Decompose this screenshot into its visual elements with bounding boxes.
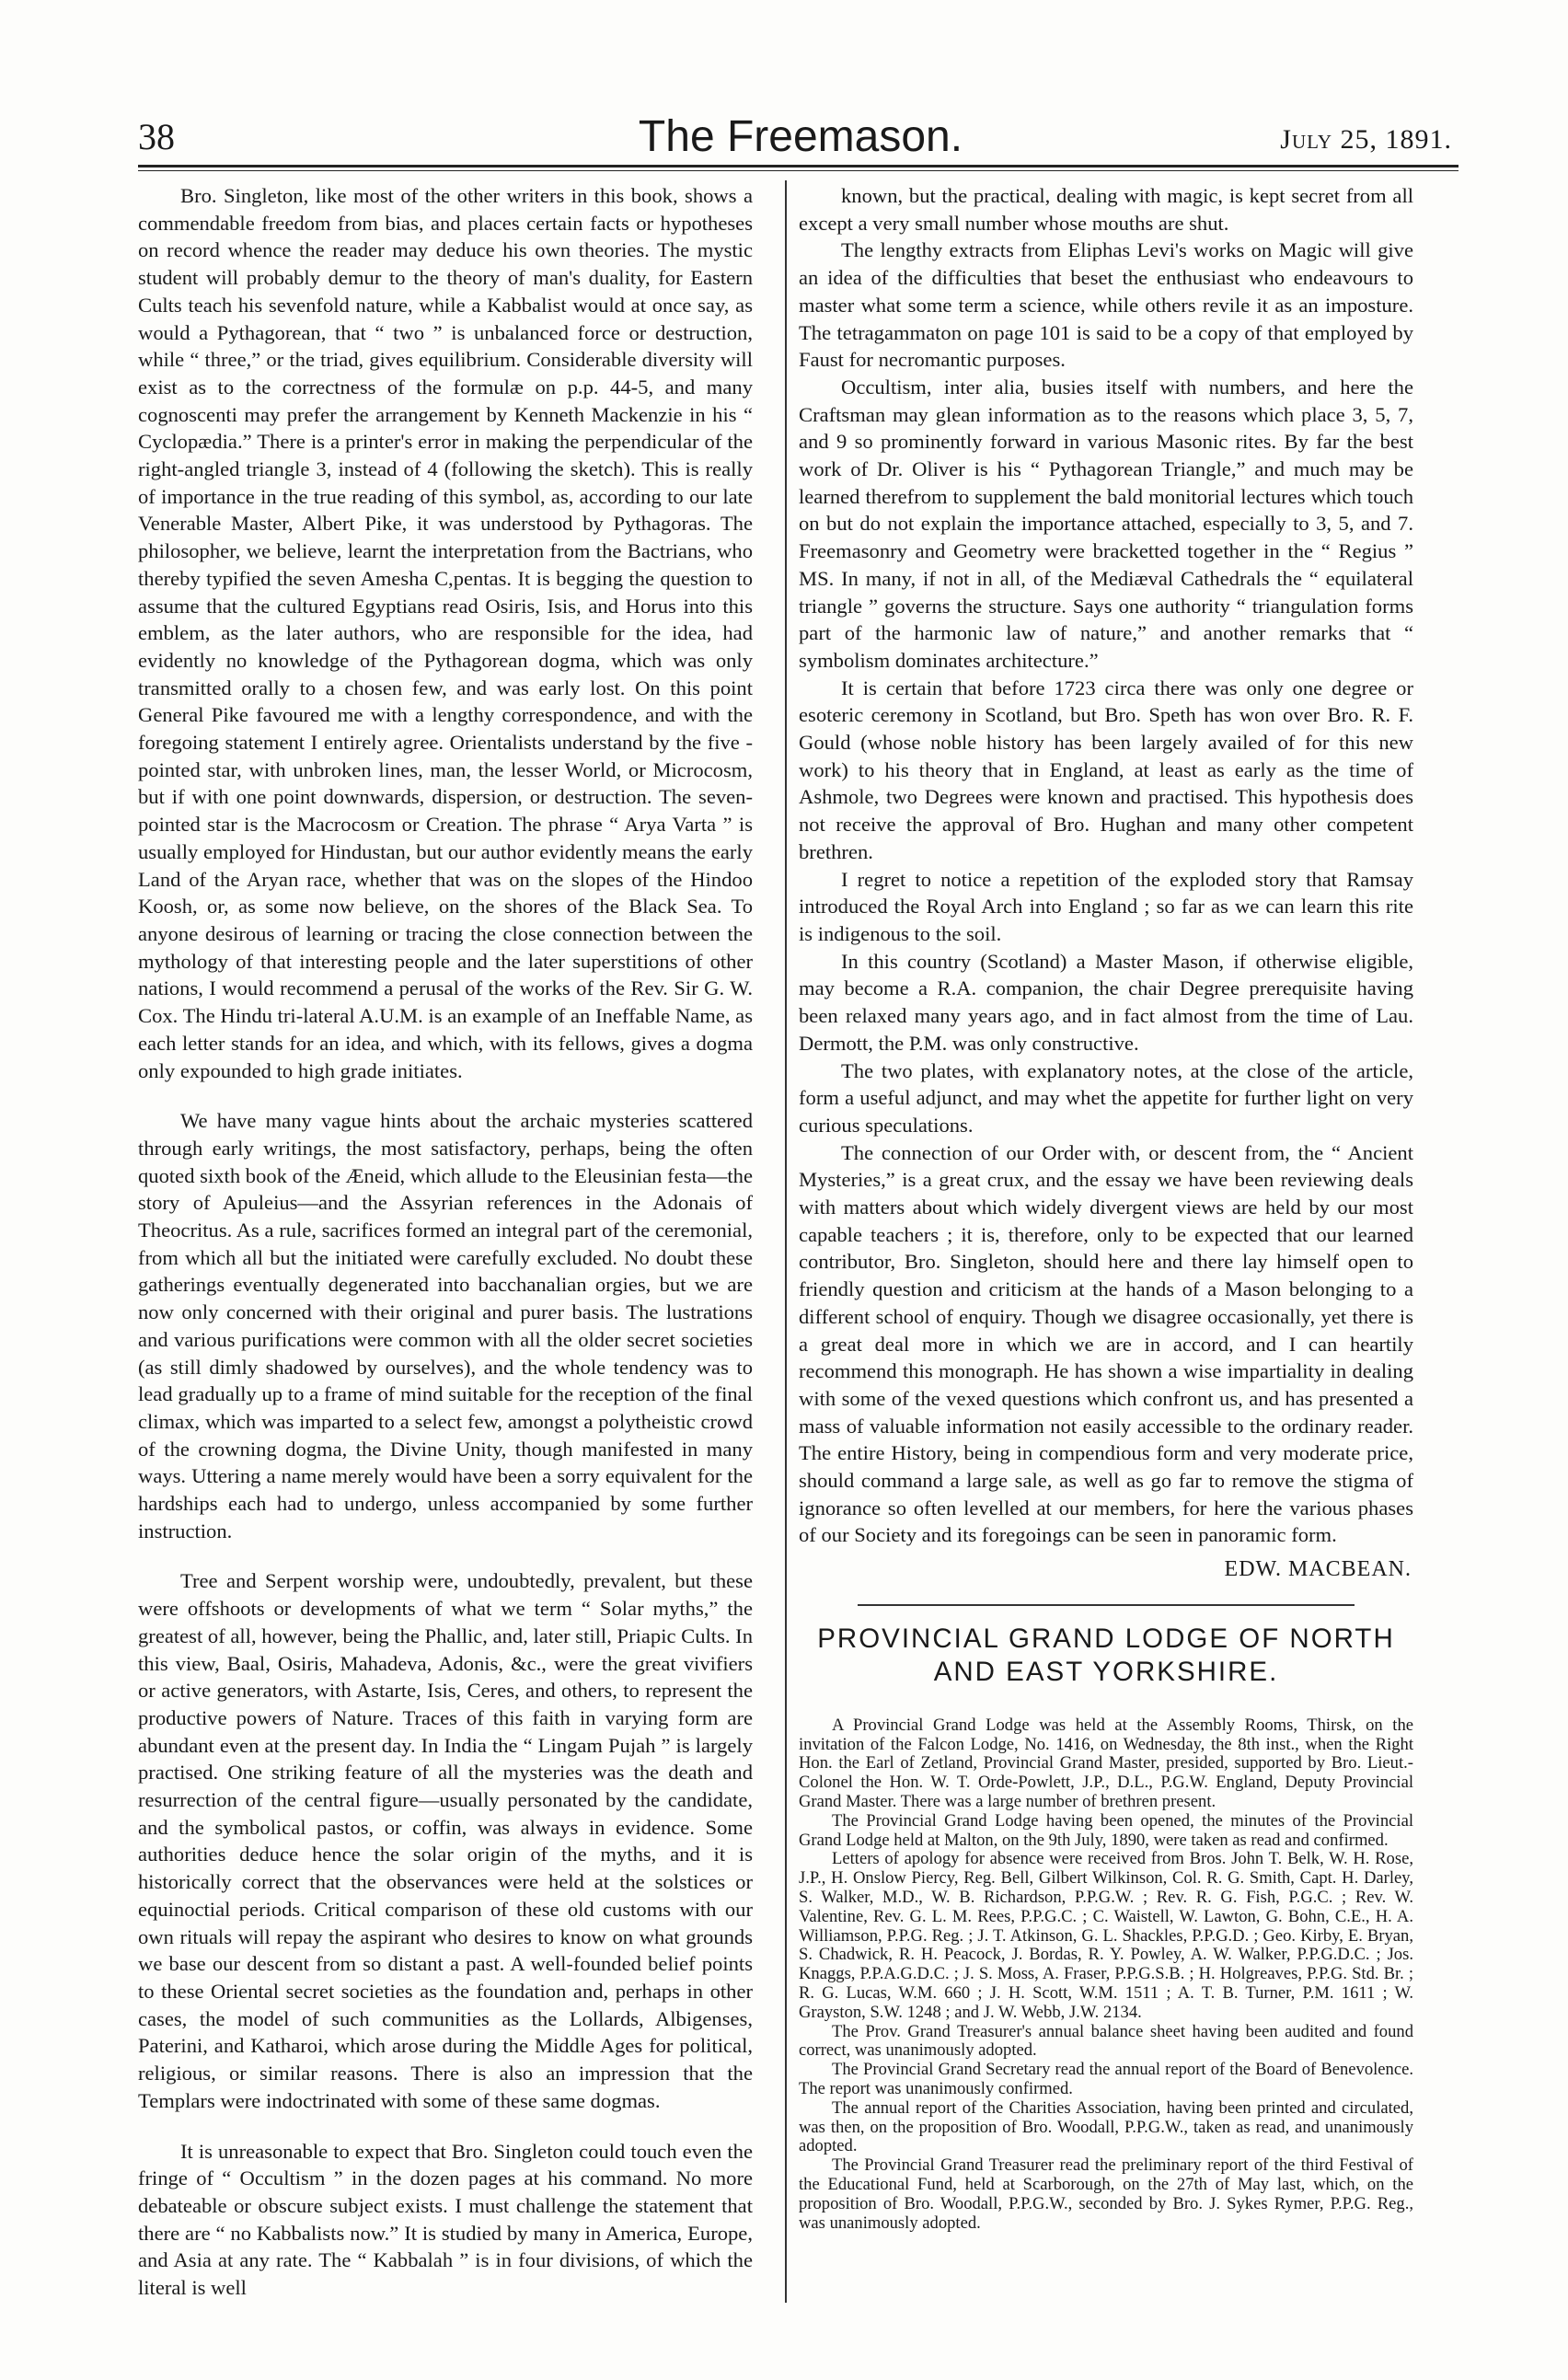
article-paragraph: Occultism, inter alia, busies itself with numbers, and here the Craftsman may glean information as to the reasons which place 3, 5, 7, and 9 so prominently forward in various Masonic rites. By far the best work of Dr. Oliver is his “ Pythagorean Triangle,” and much may be learned therefrom to supplement the bald monitorial lectures which touch on but do not explain the importance attached, especially to 3, 5, and 7. Freemasonry and Geometry were bracketted together in the “ Regius ” MS. In many, if not in all, of the Mediæval Cathedrals the “ equilateral triangle ” governs the structure. Says one authority “ triangulation forms part of the harmonic law of nature,” and another remarks that “ symbolism dominates architecture.” [799, 375, 1413, 672]
article-paragraph: We have many vague hints about the archaic mysteries scattered through early writings, the most satisfactory, perhaps, being the often quoted sixth book of the Æneid, which allude to the Eleusinian festa—the story of Apuleius—and the Assyrian references in the Adonais of Theocritus. As a rule, sacrifices formed an integral part of the ceremonial, from which all but the initiated were carefully excluded. No doubt these gatherings eventually degenerated into bacchanalian orgies, but we are now only concerned with their original and purer basis. The lustrations and various purifications were common with all the older secret societies (as still dimly shadowed by ourselves), and the whole tendency was to lead gradually up to a frame of mind suitable for the reception of the final climax, which was imparted to a select few, amongst a polytheistic crowd of the crowning dogma, the Divine Unity, though manifested in many ways. Uttering a name merely would have been a sorry equivalent for the hardships each had to undergo, unless accompanied by some further instruction. [138, 1109, 753, 1542]
masthead [138, 114, 1463, 160]
article-paragraph: Tree and Serpent worship were, undoubtedly, prevalent, but these were offshoots or developments of what we term “ Solar myths,” the greatest of all, however, being the Phallic, and, later still, Priapic Cults. In this view, Baal, Osiris, Mahadeva, Adonis, &c., were the great vivifiers or active generators, with Astarte, Isis, Ceres, and others, to represent the productive powers of Nature. Traces of this faith in varying form are abundant even at the present day. In India the “ Lingam Pujah ” is largely practised. One striking feature of all the mysteries was the death and resurrection of the central figure—usually personated by the candidate, and the symbolical pastos, or coffin, was always in evidence. Some authorities deduce hence the solar origin of the myths, and it is historically correct that the observances were held at the solstices or equinoctial periods. Critical comparison of these old customs with our own rituals will repay the aspirant who desires to know on what grounds we base our descent from so distant a past. A well-founded belief points to these Oriental secret societies as the foundation and, perhaps in other cases, the model of such communities as the Lollards, Albigenses, Paterini, and Katharoi, which arose during the Middle Ages for political, religious, or similar reasons. There is also an impression that the Templars were indoctrinated with some of these same dogmas. [138, 1569, 753, 2112]
report-paragraph: The Provincial Grand Lodge having been opened, the minutes of the Provincial Grand Lodge held at Malton, on the 9th July, 1890, were taken as read and confirmed. [799, 1810, 1413, 1850]
section-heading-line: PROVINCIAL GRAND LODGE OF NORTH [817, 1623, 1395, 1654]
report-paragraph: The Prov. Grand Treasurer's annual balance sheet having been audited and found correct, was unanimously adopted. [799, 2021, 1413, 2061]
report-paragraph: The Provincial Grand Treasurer read the preliminary report of the third Festival of the Educational Fund, held at Scarborough, on the 27th of May last, which, on the proposition of Bro. Woodall, P.P.G.W., seconded by Bro. J. Sykes Rymer, P.P.G. Reg., was unanimously adopted. [799, 2155, 1413, 2233]
article-paragraph: known, but the practical, dealing with magic, is kept secret from all except a very small number whose mouths are shut. [799, 184, 1413, 235]
article-paragraph: The lengthy extracts from Eliphas Levi's works on Magic will give an idea of the difficulties that beset the enthusiast who endeavours to master what some term a science, while others revile it as an imposture. The tetragammaton on page 101 is said to be a copy of that employed by Faust for necromantic purposes. [799, 238, 1413, 372]
section-heading-line: AND EAST YORKSHIRE. [933, 1656, 1279, 1687]
report-paragraph: The Provincial Grand Secretary read the annual report of the Board of Benevolence. The report was unanimously confirmed. [799, 2060, 1413, 2098]
section-divider [858, 1604, 1355, 1606]
article-paragraph: I regret to notice a repetition of the exploded story that Ramsay introduced the Royal Arch into England ; so far as we can learn this rite is indigenous to the soil. [799, 867, 1413, 945]
article-paragraph: The two plates, with explanatory notes, at the close of the article, form a useful adjunct, and may whet the appetite for further light on very curious speculations. [799, 1058, 1413, 1137]
article-paragraph: It is unreasonable to expect that Bro. Singleton could touch even the fringe of “ Occultism ” in the dozen pages at his command. No more debateable or obscure subject exists. I must challenge the statement that there are “ no Kabbalists now.” It is studied by many in America, Europe, and Asia at any rate. The “ Kabbalah ” is in four divisions, of which the literal is well [138, 2139, 753, 2300]
article-paragraph: It is certain that before 1723 circa there was only one degree or esoteric ceremony in Scotland, but Bro. Speth has won over Bro. R. F. Gould (whose noble history has been largely availed of for this new work) to his theory that in England, at least as early as the time of Ashmole, two Degrees were known and practised. This hypothesis does not receive the approval of Bro. Hughan and many other competent brethren. [799, 676, 1413, 863]
report-paragraph: The annual report of the Charities Association, having been printed and circulated, was then, on the proposition of Bro. Woodall, P.P.G.W., taken as read, and unanimously adopted. [799, 2097, 1413, 2156]
report-paragraph: A Provincial Grand Lodge was held at the Assembly Rooms, Thirsk, on the invitation of the Falcon Lodge, No. 1416, on Wednesday, the 8th inst., when the Right Hon. the Earl of Zetland, Provincial Grand Master, presided, supported by Bro. Lieut.-Colonel the Hon. W. T. Orde-Powlett, J.P., D.L., P.G.W. England, Deputy Provincial Grand Master. There was a large number of brethren present. [799, 1715, 1413, 1812]
column-divider [785, 180, 787, 2303]
page-number: 38 [138, 116, 175, 157]
lodge-report [799, 1716, 1413, 2234]
article-paragraph: The connection of our Order with, or descent from, the “ Ancient Mysteries,” is a great crux, and the essay we have been reviewing deals with matters about which widely divergent views are held by our most capable teachers ; it is, therefore, only to be expected that our learned contributor, Bro. Singleton, should here and there lay himself open to friendly question and criticism at the hands of a Mason belonging to a different school of enquiry. Though we disagree occasionally, yet there is a great deal more in which we are in accord, and I can heartily recommend this monograph. He has shown a wise impartiality in dealing with some of the vexed questions which confront us, and has presented a mass of valuable information not easily accessible to the ordinary reader. The entire History, being in compendious form and very moderate price, should command a large sale, as well as go far to remove the stigma of ignorance so often levelled at our members, for here the various phases of our Society and its foregoings can be seen in panoramic form. [799, 1140, 1413, 1547]
author-signature: EDW. MACBEAN. [1224, 1557, 1412, 1582]
paper-title: The Freemason. [638, 112, 963, 161]
publication-date: July 25, 1891. [1280, 124, 1452, 155]
article-paragraph: Bro. Singleton, like most of the other writers in this book, shows a commendable freedom from bias, and places certain facts or hypotheses on record whence the reader may deduce his own theories. The mystic student will probably demur to the theory of man's duality, for Eastern Cults teach his sevenfold nature, while a Kabbalist would at once say, as would a Pythagorean, that “ two ” is unbalanced force or destruction, while “ three,” or the triad, gives equilibrium. Considerable diversity will exist as to the correctness of the formulæ on p.p. 44-5, and many cognoscenti may prefer the arrangement by Kenneth Mackenzie in his “ Cyclopædia.” There is a printer's error in making the perpendicular of the right-angled triangle 3, instead of 4 (following the sketch). This is really of importance in the true reading of this symbol, as, according to our late Venerable Master, Albert Pike, it was understood by Pythagoras. The philosopher, we believe, learnt the interpretation from the Bactrians, who thereby typified the seven Amesha C,pentas. It is begging the question to assume that the cultured Egyptians read Osiris, Isis, and Horus into this emblem, as the later authors, who are responsible for the idea, had evidently no knowledge of the Pythagorean dogma, which was only transmitted orally to a chosen few, and was early lost. On this point General Pike favoured me with a lengthy correspondence, and with the foregoing statement I entirely agree. Orientalists understand by the five - pointed star, with unbroken lines, man, the lesser World, or Microcosm, but if with one point downwards, dispersion, or destruction. The seven-pointed star is the Macrocosm or Creation. The phrase “ Arya Varta ” is usually employed for Hindustan, but our author evidently means the early Land of the Aryan race, whether that was on the slopes of the Hindoo Koosh, or, as some now believe, on the shores of the Black Sea. To anyone desirous of learning or tracing the close connection between the mythology of that interesting people and the later superstitions of other nations, I would recommend a perusal of the works of the Rev. Sir G. W. Cox. The Hindu tri-lateral A.U.M. is an example of an Ineffable Name, as each letter stands for an idea, and which, with its fellows, gives a dogma only expounded to high grade initiates. [138, 184, 753, 1082]
report-paragraph: Letters of apology for absence were received from Bros. John T. Belk, W. H. Rose, J.P., H. Onslow Piercy, Reg. Bell, Gilbert Wilkinson, Col. R. G. Smith, Capt. H. Darley, S. Walker, M.D., W. B. Richardson, P.P.G.W. ; Rev. R. G. Fish, P.G.C. ; Rev. W. Valentine, Rev. G. L. M. Rees, P.P.G.C. ; C. Waistell, W. Lawton, G. Bohn, C.E., H. A. Williamson, P.P.G. Reg. ; J. T. Atkinson, G. L. Shackles, P.P.G.D. ; Geo. Kirby, E. Bryan, S. Chadwick, R. H. Peacock, J. Bordas, R. Y. Powley, A. W. Walker, P.P.G.D.C. ; Jos. Knaggs, P.P.A.G.D.C. ; J. S. Moss, A. Fraser, P.P.G.S.B. ; H. Holgreaves, P.P.G. Std. Br. ; R. G. Lucas, W.M. 660 ; J. H. Scott, W.M. 1511 ; A. T. B. Turner, P.M. 1611 ; W. Grayston, S.W. 1248 ; and J. W. Webb, J.W. 2134. [799, 1849, 1413, 2022]
masthead-rule-thin [138, 170, 1458, 171]
right-column [799, 182, 1413, 2233]
article-paragraph: In this country (Scotland) a Master Mason, if otherwise eligible, may become a R.A. companion, the chair Degree prerequisite having been relaxed many years ago, and in fact almost from the time of Lau. Dermott, the P.M. was only constructive. [799, 949, 1413, 1055]
left-column [138, 182, 753, 2302]
masthead-rule-thick [138, 165, 1458, 168]
section-heading [799, 1623, 1413, 1689]
